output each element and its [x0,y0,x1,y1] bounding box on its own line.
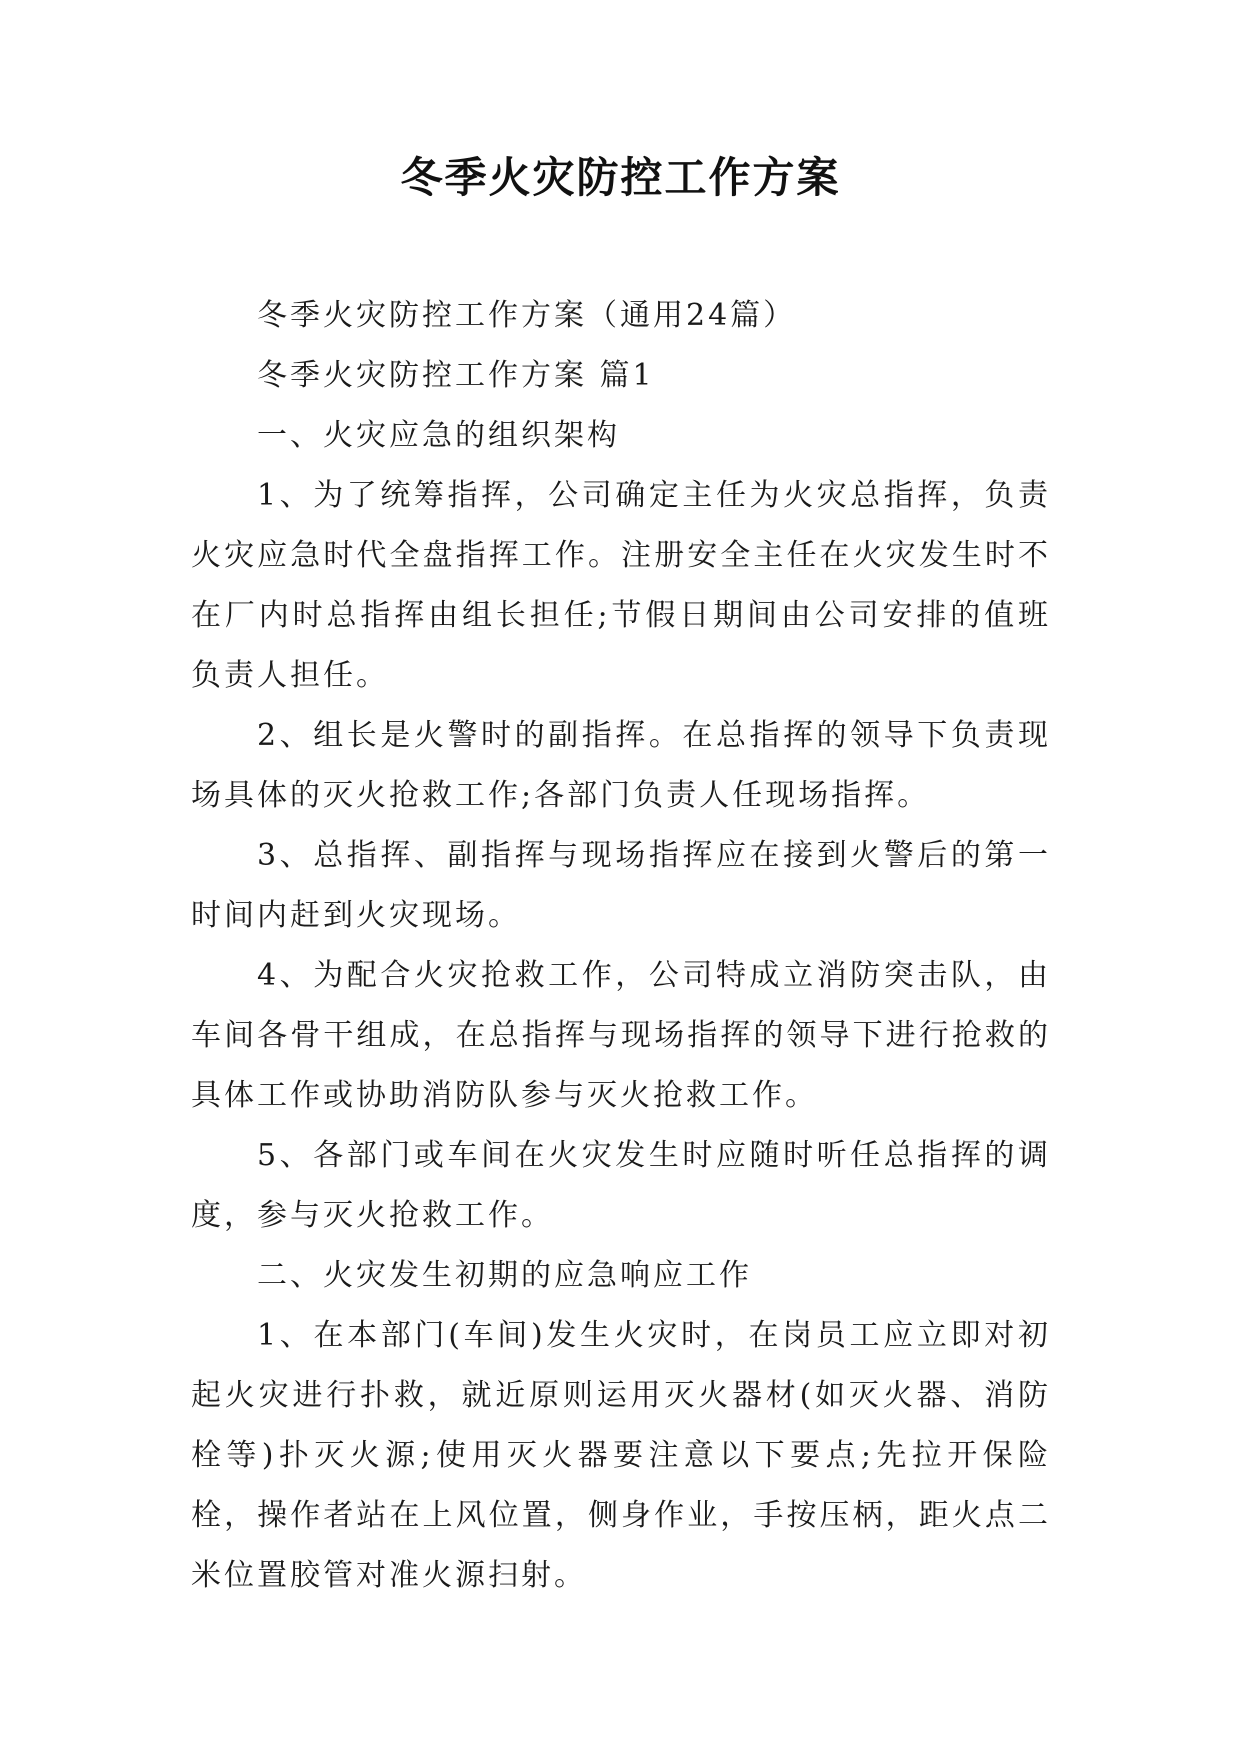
body-paragraph: 4、为配合火灾抢救工作，公司特成立消防突击队，由车间各骨干组成，在总指挥与现场指挥的领导下进行抢救的具体工作或协助消防队参与灭火抢救工作。 [191,958,1051,1113]
body-paragraph: 1、在本部门(车间)发生火灾时，在岗员工应立即对初起火灾进行扑救，就近原则运用灭火器材(如灭火器、消防栓等)扑灭火源;使用灭火器要注意以下要点;先拉开保险栓，操作者站在上风位置，侧身作业，手按压柄，距火点二米位置胶管对准火源扫射。 [191,1318,1051,1593]
body-paragraph: 5、各部门或车间在火灾发生时应随时听任总指挥的调度，参与灭火抢救工作。 [191,1138,1051,1233]
body-paragraph: 2、组长是火警时的副指挥。在总指挥的领导下负责现场具体的灭火抢救工作;各部门负责人任现场指挥。 [191,718,1051,813]
document-title: 冬季火灾防控工作方案 [400,153,841,202]
section-heading: 二、火灾发生初期的应急响应工作 [257,1258,752,1293]
document-body [191,286,1051,1606]
body-paragraph: 1、为了统筹指挥，公司确定主任为火灾总指挥，负责火灾应急时代全盘指挥工作。注册安全主任在火灾发生时不在厂内时总指挥由组长担任;节假日期间由公司安排的值班负责人担任。 [191,478,1051,693]
body-paragraph: 3、总指挥、副指挥与现场指挥应在接到火警后的第一时间内赶到火灾现场。 [191,838,1051,933]
section-heading: 一、火灾应急的组织架构 [257,418,620,453]
subtitle-paragraph: 冬季火灾防控工作方案（通用24篇） [257,298,797,333]
chapter-heading: 冬季火灾防控工作方案 篇1 [257,358,655,393]
